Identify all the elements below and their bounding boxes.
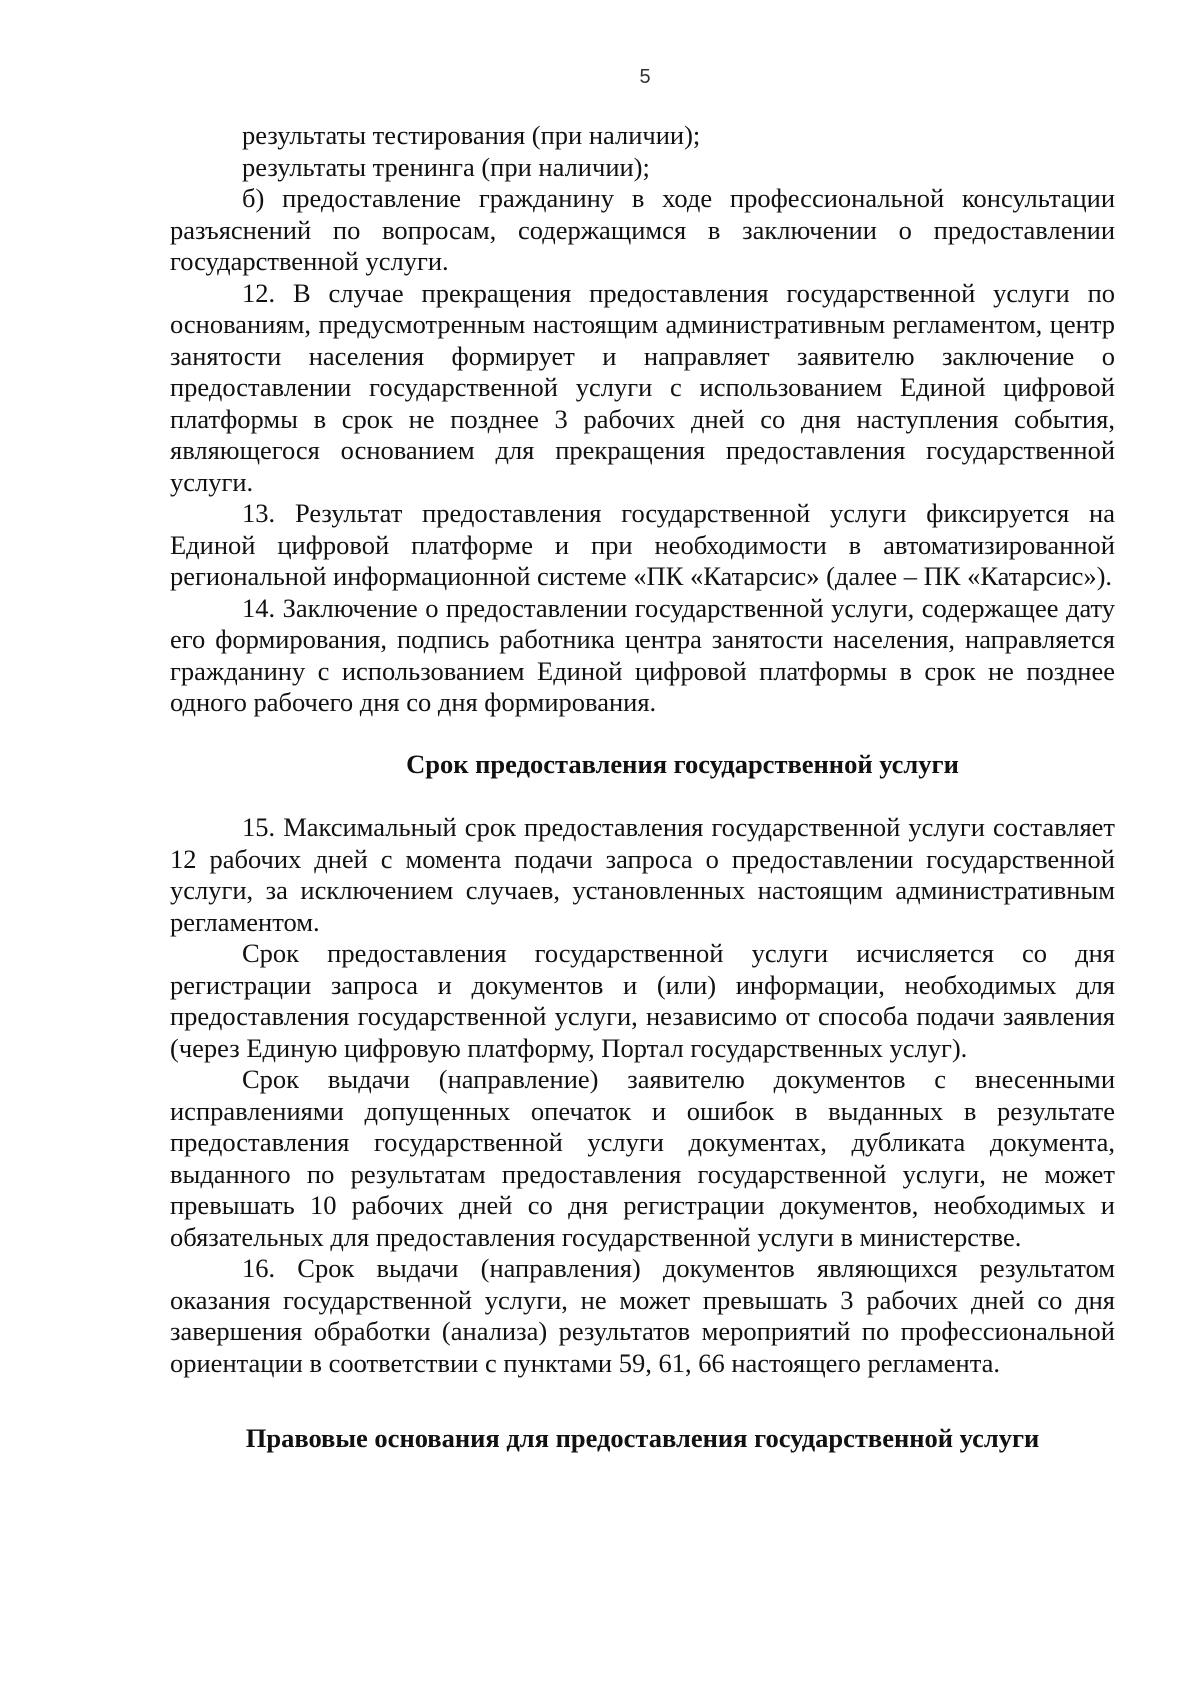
paragraph: результаты тренинга (при наличии); — [242, 151, 650, 182]
paragraph: 14. Заключение о предоставлении государственной услуги, содержащее дату его формирования, подпись работника центра занятости населения, направляется гражданину с использованием Единой цифровой платформы в срок не позднее одного рабочего дня со дня формирования. — [170, 592, 1115, 717]
paragraph: 13. Результат предоставления государственной услуги фиксируется на Единой цифровой платформе и при необходимости в автоматизированной региональной информационной системе «ПК «Катарсис» (далее – ПК «Катарсис»). — [170, 498, 1115, 591]
paragraph: Срок выдачи (направление) заявителю документов с внесенными исправлениями допущенных опечаток и ошибок в выданных в результате предоставления государственной услуги документах, дубликата документа, выданного по результатам предоставления государственной услуги, не может превышать 10 рабочих дней со дня регистрации документов, необходимых и обязательных для предоставления государственной услуги в министерстве. — [170, 1064, 1115, 1252]
document-body — [170, 120, 1115, 1455]
page-number: 5 — [639, 66, 651, 88]
paragraph: 15. Максимальный срок предоставления государственной услуги составляет 12 рабочих дней с момента подачи запроса о предоставлении государственной услуги, за исключением случаев, установленных настоящим административным регламентом. — [170, 812, 1115, 937]
paragraph: Срок предоставления государственной услуги исчисляется со дня регистрации запроса и документов и (или) информации, необходимых для предоставления государственной услуги, независимо от способа подачи заявления (через Единую цифровую платформу, Портал государственных услуг). — [170, 938, 1115, 1063]
section-heading-wrapper — [170, 1423, 1115, 1455]
section-heading: Срок предоставления государственной услуги — [406, 748, 959, 779]
section-heading: Правовые основания для предоставления государственной услуги — [245, 1423, 1040, 1453]
section-heading-wrapper — [170, 749, 1115, 781]
paragraph: 12. В случае прекращения предоставления государственной услуги по основаниям, предусмотренным настоящим административным регламентом, центр занятости населения формирует и направляет заявителю заключение о предоставлении государственной услуги с использованием Единой цифровой платформы в срок не позднее 3 рабочих дней со дня наступления события, являющегося основанием для прекращения предоставления государственной услуги. — [170, 277, 1115, 497]
paragraph: результаты тестирования (при наличии); — [242, 120, 701, 150]
paragraph: б) предоставление гражданину в ходе профессиональной консультации разъяснений по вопросам, содержащимся в заключении о предоставлении государственной услуги. — [170, 183, 1115, 276]
paragraph: 16. Срок выдачи (направления) документов являющихся результатом оказания государственной услуги, не может превышать 3 рабочих дней со дня завершения обработки (анализа) результатов мероприятий по профессиональной ориентации в соответствии с пунктами 59, 61, 66 настоящего регламента. — [170, 1253, 1115, 1378]
